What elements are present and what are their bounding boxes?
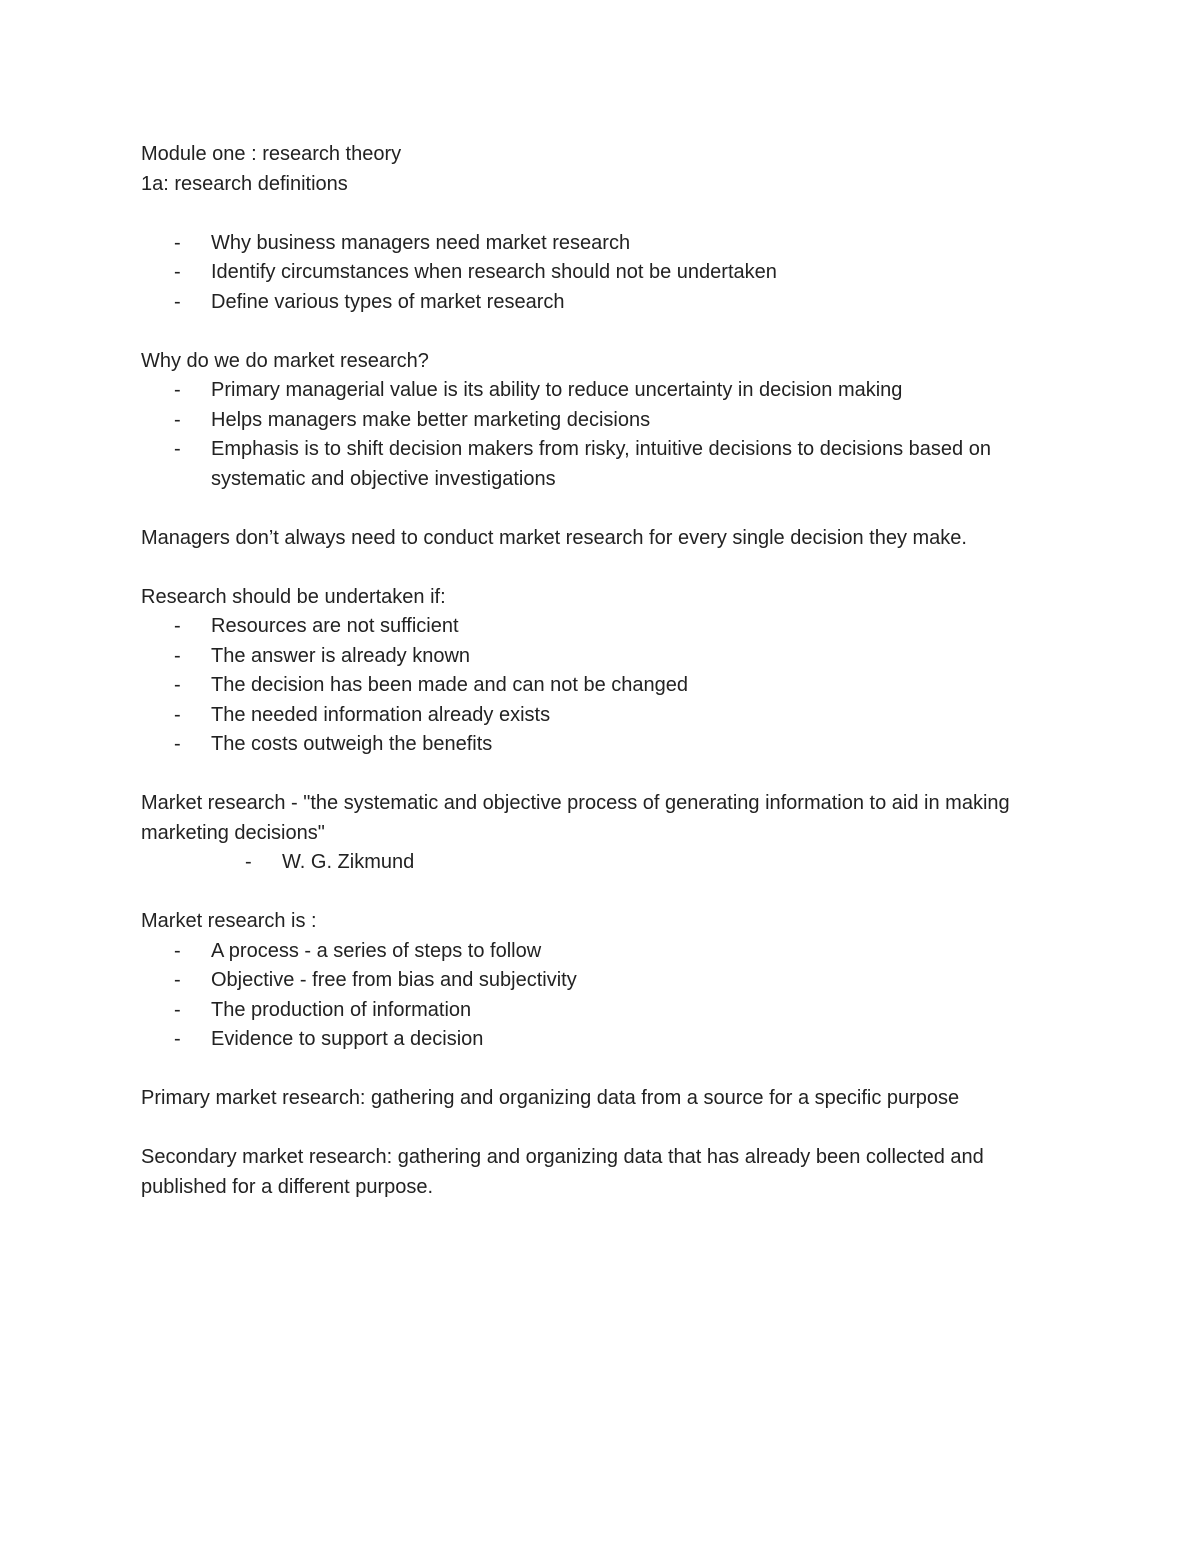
list-item — [141, 1025, 1071, 1055]
dash-bullet: - — [174, 939, 181, 962]
list-item-text: Emphasis is to shift decision makers from risky, intuitive decisions to decisions based on systematic and objective investigations — [211, 438, 991, 490]
list-item — [141, 937, 1071, 967]
dash-bullet: - — [174, 438, 181, 460]
list-item — [141, 671, 1071, 701]
definition-author: W. G. Zikmund — [282, 851, 415, 873]
dash-bullet: - — [174, 408, 181, 431]
why-list — [141, 376, 1071, 494]
list-item — [141, 642, 1071, 672]
definition-quote: Market research - "the systematic and objective process of generating information to aid in making marketing decisions" — [141, 792, 1010, 844]
dash-bullet: - — [174, 615, 181, 637]
dash-bullet: - — [174, 231, 181, 254]
list-item — [141, 996, 1071, 1026]
list-item — [141, 258, 1071, 288]
list-item — [141, 966, 1071, 996]
undertaken-list — [141, 612, 1071, 760]
dash-bullet: - — [174, 969, 181, 991]
document-page — [141, 140, 1071, 1202]
spacer — [141, 317, 1071, 347]
objectives-list — [141, 229, 1071, 318]
list-item — [141, 229, 1071, 259]
undertaken-heading: Research should be undertaken if: — [141, 585, 446, 608]
spacer — [141, 1114, 1071, 1144]
spacer — [141, 553, 1071, 583]
dash-bullet: - — [174, 290, 181, 313]
list-item-text: The decision has been made and can not be changed — [211, 674, 689, 696]
secondary-definition: Secondary market research: gathering and organizing data that has already been collected and published for a different purpose. — [141, 1146, 984, 1198]
spacer — [141, 878, 1071, 908]
list-item-text: Helps managers make better marketing decisions — [211, 408, 651, 431]
section-subtitle: 1a: research definitions — [141, 172, 348, 195]
list-item-text: Objective - free from bias and subjectivity — [211, 969, 577, 991]
list-item-text: Why business managers need market research — [211, 231, 631, 254]
why-heading: Why do we do market research? — [141, 349, 429, 372]
dash-bullet: - — [245, 851, 252, 873]
list-item — [141, 701, 1071, 731]
list-item-text: Resources are not sufficient — [211, 615, 459, 637]
list-item — [141, 848, 1071, 878]
list-item — [141, 612, 1071, 642]
list-item — [141, 406, 1071, 436]
dash-bullet: - — [174, 379, 181, 401]
dash-bullet: - — [174, 1028, 181, 1050]
list-item-text: The costs outweigh the benefits — [211, 733, 493, 755]
spacer — [141, 1055, 1071, 1085]
list-item-text: A process - a series of steps to follow — [211, 939, 542, 962]
list-item-text: The answer is already known — [211, 644, 471, 667]
list-item — [141, 376, 1071, 406]
list-item — [141, 730, 1071, 760]
dash-bullet: - — [174, 703, 181, 726]
list-item-text: The needed information already exists — [211, 703, 551, 726]
list-item-text: Primary managerial value is its ability to reduce uncertainty in decision making — [211, 379, 903, 401]
list-item-text: Define various types of market research — [211, 290, 565, 313]
module-title: Module one : research theory — [141, 143, 402, 165]
dash-bullet: - — [174, 261, 181, 283]
dash-bullet: - — [174, 644, 181, 667]
list-item-text: The production of information — [211, 998, 472, 1021]
spacer — [141, 760, 1071, 790]
dash-bullet: - — [174, 733, 181, 755]
list-item — [141, 435, 1071, 494]
is-list — [141, 937, 1071, 1055]
spacer — [141, 199, 1071, 229]
dash-bullet: - — [174, 674, 181, 696]
managers-note: Managers don’t always need to conduct market research for every single decision they make. — [141, 526, 967, 549]
list-item — [141, 288, 1071, 318]
dash-bullet: - — [174, 998, 181, 1021]
list-item-text: Identify circumstances when research should not be undertaken — [211, 261, 777, 283]
primary-definition: Primary market research: gathering and organizing data from a source for a specific purpose — [141, 1087, 960, 1109]
attribution-list — [141, 848, 1071, 878]
is-heading: Market research is : — [141, 910, 317, 932]
spacer — [141, 494, 1071, 524]
list-item-text: Evidence to support a decision — [211, 1028, 484, 1050]
